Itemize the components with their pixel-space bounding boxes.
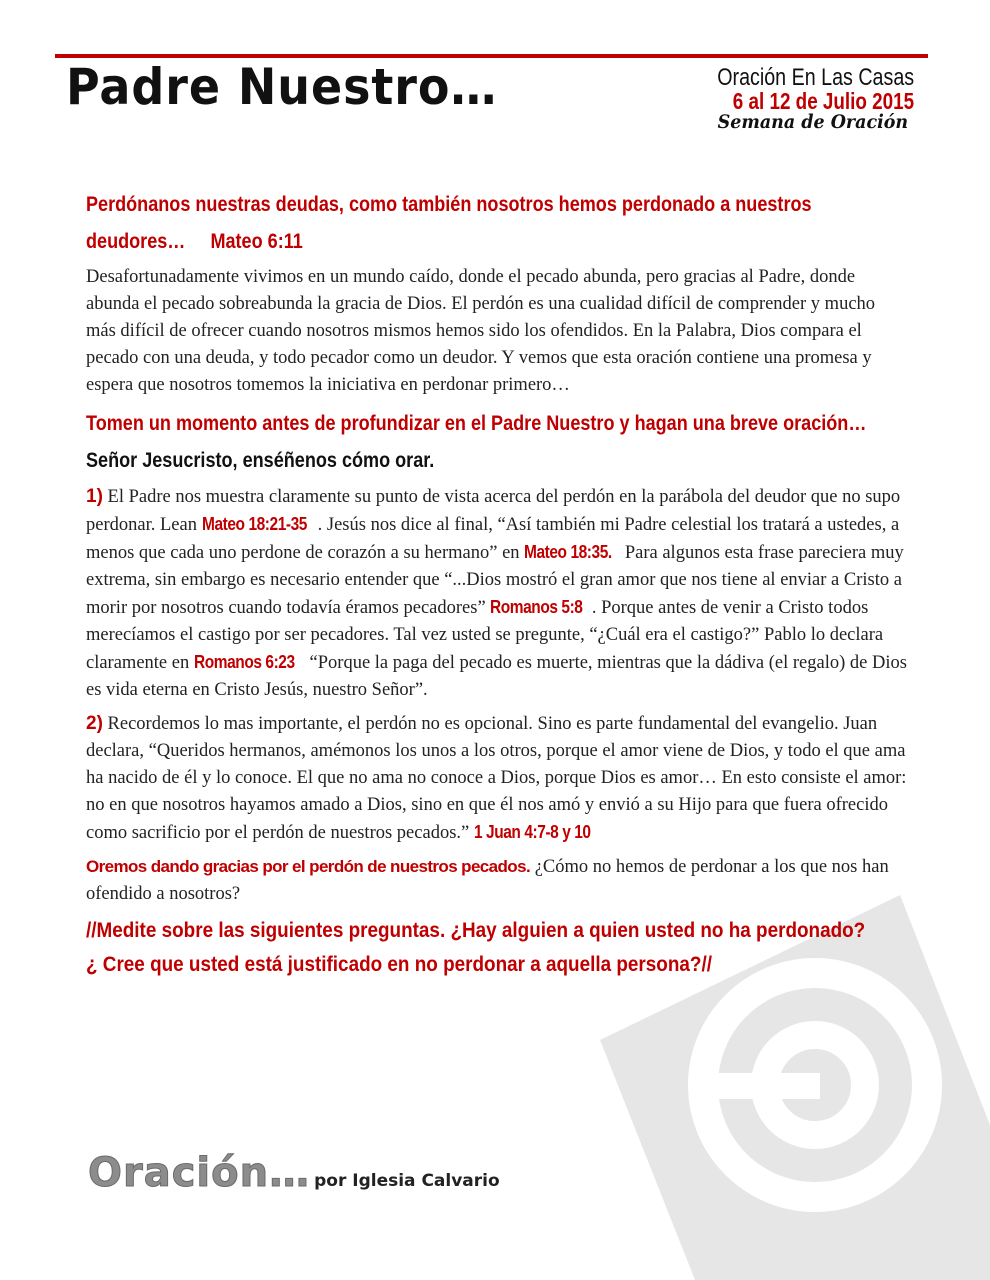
paragraph-text: . Jesús nos dice al final, “Así también mi Padre celestial los tratará a ustedes, a menos que cada uno perdone de corazón a su hermano” en	[86, 515, 900, 563]
prayer-lead: Oremos dando gracias por el perdón de nuestros pecados.	[86, 857, 531, 876]
bible-reference: 1 Juan 4:7-8 y 10	[473, 822, 591, 842]
footer-title: Oración…	[88, 1150, 311, 1196]
paragraph-text: El Padre nos muestra claramente su punto de vista acerca del perdón en la parábola del deudor que no supo perdonar. Lean	[86, 487, 901, 535]
paragraph-text: ¿Cómo no hemos de perdonar a los que nos han ofendido a nosotros?	[86, 857, 889, 904]
paragraph-text: Recordemos lo mas importante, el perdón no es opcional. Sino es parte fundamental del evangelio. Juan declara, “Queridos hermanos, amémonos los unos a los otros, porque el amor viene de Dios, y todo el que ama ha nacido de él y lo conoce. El que no ama no conoce a Dios, porque Dios es amor… En esto consiste el amor: no en que nosotros hayamos amado a Dios, sino en que él nos amó y envió a su Hijo para que fuera ofrecido como sacrificio por el perdón de nuestros pecados.”	[86, 714, 907, 843]
bible-reference: Romanos 5:8	[490, 597, 583, 617]
bible-reference: Mateo 18:35.	[524, 542, 612, 562]
prayer-prompt	[86, 405, 907, 479]
point-number: 1)	[86, 486, 103, 507]
paragraph-text: “Porque la paga del pecado es muerte, mientras que la dádiva (el regalo) de Dios es vida eterna en Cristo Jesús, nuestro Señor”.	[86, 653, 907, 700]
meditation-questions	[86, 914, 916, 982]
header-meta	[674, 66, 914, 132]
header-subtitle: Oración En Las Casas	[717, 64, 914, 91]
prayer-paragraph	[86, 853, 909, 908]
header-week: Semana de Oración	[717, 111, 908, 133]
heading-text: Perdónanos nuestras deudas, como también nosotros hemos perdonado a nuestros deudores…	[86, 193, 812, 253]
point-number: 2)	[86, 713, 103, 734]
question-line: //Medite sobre las siguientes preguntas. ¿Hay alguien a quien usted no ha perdonado?	[86, 919, 866, 942]
page-title: Padre Nuestro…	[66, 58, 498, 116]
paragraph-text: . Porque antes de venir a Cristo todos merecíamos el castigo por ser pecadores. Tal vez usted se pregunte, “¿Cuál era el castigo?” Pablo lo declara claramente en	[86, 598, 884, 673]
footer	[88, 1150, 500, 1196]
point-1-paragraph	[86, 483, 909, 704]
bible-reference: Mateo 18:21-35	[201, 514, 307, 534]
footer-byline: por Iglesia Calvario	[314, 1171, 500, 1191]
heading-reference: Mateo 6:11	[210, 230, 303, 253]
question-line: ¿ Cree que usted está justificado en no perdonar a aquella persona?//	[86, 953, 712, 976]
document-body	[86, 186, 909, 982]
header-dates: 6 al 12 de Julio 2015	[732, 88, 914, 114]
intro-paragraph: Desafortunadamente vivimos en un mundo caído, donde el pecado abunda, pero gracias al Padre, donde abunda el pecado sobreabunda la gracia de Dios. El perdón es una cualidad difícil de comprender y mucho más difícil de ofrecer cuando nosotros mismos hemos sido los ofendidos. En la Palabra, Dios compara el pecado con una deuda, y todo pecador como un deudor. Y vemos que esta oración contiene una promesa y espera que nosotros tomemos la iniciativa en perdonar primero…	[86, 267, 876, 395]
paragraph-text: Para algunos esta frase pareciera muy extrema, sin embargo es necesario entender que “...Dios mostró el gran amor que nos tiene al enviar a Cristo a morir por nosotros cuando todavía éramos pecadores”	[86, 543, 904, 618]
section-heading	[86, 186, 907, 260]
bible-reference: Romanos 6:23	[193, 652, 295, 672]
point-2-paragraph	[86, 710, 909, 847]
prompt-black-text: Señor Jesucristo, enséñenos cómo orar.	[86, 449, 435, 472]
prompt-red-text: Tomen un momento antes de profundizar en el Padre Nuestro y hagan una breve oración…	[86, 412, 867, 435]
